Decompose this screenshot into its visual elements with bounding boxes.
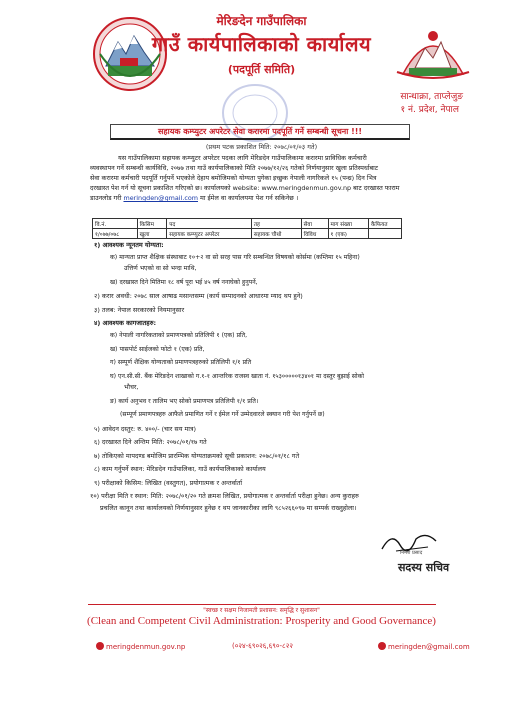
intro-line: यस गाउँपालिकामा सहायक कम्प्युटर अपरेटर पदका लागि मेरिङदेन गाउँपालिकामा करारमा प्राविधिक कर्मचारी	[118, 154, 367, 162]
item-4-text: ४) आवश्यक कागजातहरु:	[94, 319, 157, 327]
intro-line-last	[90, 193, 452, 203]
intro-line: व्यवस्थापन गर्ने सम्बन्धी कार्यविधि, २०७७ तथा गाउँ कार्यपालिकाको मिति २०७७/१२/२६ गतेको निर्णयानुसार खुला प्रतिस्पर्धाबाट	[90, 164, 379, 172]
item-10: १०) परीक्षा मिति र स्थान: मिति: २०७८/०१/२० गते क्रमश लिखित, प्रयोगात्मक र अन्तर्वार्ता परीक्षा हुनेछ। अन्य कुराहरु	[90, 492, 359, 500]
footer-slogan: "स्वच्छ र सक्षम निजामती प्रशासन: समृद्धि र सुशासन"	[203, 607, 320, 614]
item-2: २) करार अवधी: २०७८ साल आषाढ मसान्तसम्म (कार्य सम्पादनको आधारमा म्याद थप हुने)	[94, 292, 303, 300]
signatory-title: सदस्य सचिव	[398, 561, 450, 574]
table-cell: १/०७७/०७८	[93, 229, 138, 239]
footer-divider	[88, 604, 436, 605]
table-header: पद	[167, 219, 252, 229]
mail-icon	[378, 642, 386, 650]
table-header: किसिम	[137, 219, 167, 229]
intro-prefix: डाउनलोड गरी	[90, 194, 124, 202]
item-6: ६) दरखास्त दिने अन्तिम मिति: २०७८/०१/१७ गते	[94, 438, 207, 446]
publication-date: (प्रथम पटक प्रकाशित मिति: २०७८/०१/०३ गते)	[205, 143, 318, 151]
globe-icon	[96, 642, 104, 650]
item-1a-cont: उत्तिर्ण भएको वा सो भन्दा माथि,	[124, 265, 197, 272]
footer-phone: (०२४-६९०२६,६९०-८२२	[232, 642, 293, 650]
item-1b: ख) दरखास्त दिने मितिमा १८ वर्ष पूरा भई ४५ वर्ष ननाघेको हुनुपर्ने,	[110, 279, 258, 286]
item-1-text: १) आवश्यक न्यूनतम योग्यता:	[94, 241, 164, 249]
item-3: ३) तलब: नेपाल सरकारको नियमानुसार	[94, 306, 185, 314]
positions-table	[92, 218, 402, 239]
footer-website[interactable]	[96, 642, 185, 651]
item-8: ८) काम गर्नुपर्ने स्थान: मेरिङदेन गाउँपालिका, गाउँ कार्यपालिकाको कार्यालय	[94, 465, 266, 473]
item-4-note: (सम्पूर्ण प्रमाणपत्रहरु आफैले प्रमाणित गर्ने र ईमेल गर्ने उम्मेदवारले स्क्यान गरी पेश गर्नुपर्ने छ)	[120, 411, 325, 418]
item-7: ७) तोकिएको मापदण्ड बमोजिम प्रारम्भिक योग्यताक्रमको सूची प्रकाशन: २०७८/०१/१८ गते	[94, 452, 300, 460]
table-cell: सहायक चौथो	[251, 229, 301, 239]
intro-line: सेवा करारमा कर्मचारी पदपूर्ति गर्नुपर्ने भएकोले देहाय बमोजिमको योग्यता पुगेका इच्छुक नेपाली नागरिकले १५ (पन्ध्र) दिन भित्र	[90, 174, 377, 182]
footer-slogan-english: (Clean and Competent Civil Administration: Prosperity and Good Governance)	[87, 615, 436, 627]
email-text: meringden@gmail.com	[388, 643, 470, 651]
intro-suffix: मा ईमेल वा कार्यालयमा पेश गर्न सकिनेछ ।	[198, 194, 299, 202]
notice-title: सहायक कम्प्युटर अपरेटर सेवा करारमा पदपूर्ति गर्ने सम्बन्धी सूचना !!!	[157, 127, 363, 136]
table-cell	[369, 229, 402, 239]
footer-email[interactable]	[378, 642, 470, 651]
item-4b: ख) पासपोर्ट साईजको फोटो १ (एक) प्रति,	[110, 346, 205, 353]
intro-paragraph	[90, 153, 452, 203]
table-header: माग संख्या	[328, 219, 369, 229]
committee-name: (पदपूर्ति समिति)	[227, 63, 296, 76]
item-4a: क) नेपाली नागरिकताको प्रमाणपत्रको प्रतिलिपी १ (एक) प्रति,	[110, 332, 248, 339]
table-cell: १ (एक)	[328, 229, 369, 239]
table-header: तह	[251, 219, 301, 229]
email-link[interactable]: meringden@gmail.com	[123, 194, 198, 202]
item-5: ५) आवेदन दस्तुर: रु. ४००/- (चार सय मात्र)	[94, 425, 196, 433]
table-header-row	[93, 219, 402, 229]
table-header: कैफियत	[369, 219, 402, 229]
item-4e: ङ) कार्य अनुभव र तालिम भए सोको प्रमाणपत्र प्रतिलिपी १/१ प्रति।	[110, 398, 259, 405]
municipality-name: मेरिङदेन गाउँपालिका	[216, 14, 307, 28]
item-1a: क) मान्यता प्राप्त शैक्षिक संस्थाबाट १०+२ वा सो सरह पास गरि सम्बन्धित विषयको कोर्समा (कम्तिमा १५ महिना)	[110, 254, 360, 261]
table-cell: सहायक कम्प्युटर अपरेटर	[167, 229, 252, 239]
table-cell: खुला	[137, 229, 167, 239]
item-1-heading	[94, 240, 164, 250]
item-4d-cont: भौचर,	[124, 384, 139, 391]
signatory-name: निमेश प्रसाद	[400, 550, 423, 556]
item-4-heading	[94, 318, 156, 328]
table-row	[93, 229, 402, 239]
table-cell: विविध	[301, 229, 328, 239]
office-name: गाउँ कार्यपालिकाको कार्यालय	[151, 32, 372, 56]
table-header: वि.नं.	[93, 219, 138, 229]
address-line2: १ नं. प्रदेश, नेपाल	[400, 105, 459, 115]
website-text: meringdenmun.gov.np	[106, 643, 186, 651]
item-9: ९) परीक्षाको किसिम: लिखित (वस्तुगत), प्रयोगात्मक र अन्तर्वार्ता	[94, 479, 243, 487]
address-line1: सान्धाक्रा, ताप्लेजुङ	[400, 92, 463, 102]
item-10-cont: प्रचलित कानून तथा कार्यालयको निर्णयानुसार हुनेछ र थप जानकारीका लागि ९८५२६६०९७ मा सम्पर्क राख्नुहोला।	[100, 504, 357, 512]
table-header: सेवा	[301, 219, 328, 229]
notice-title-box	[110, 124, 410, 140]
intro-line: दरखास्त पेश गर्न यो सूचना प्रकाशित गरिएको छ। कार्यालयको website: www.meringdenmun.gov.np बाट दरखास्त फाराम	[90, 184, 400, 192]
item-4d: घ) एन.सी.सी. बैंक मेरिङदेन शाखाको ग.१-१ आन्तरिक राजस्व खाता नं. १५३०००००१३४०१ मा दस्तुर बुझाई सोको	[110, 373, 364, 380]
item-4c: ग) सम्पूर्ण शैक्षिक योग्यताको प्रमाणपत्रहरुको प्रतिलिपी १/१ प्रति	[110, 359, 252, 366]
